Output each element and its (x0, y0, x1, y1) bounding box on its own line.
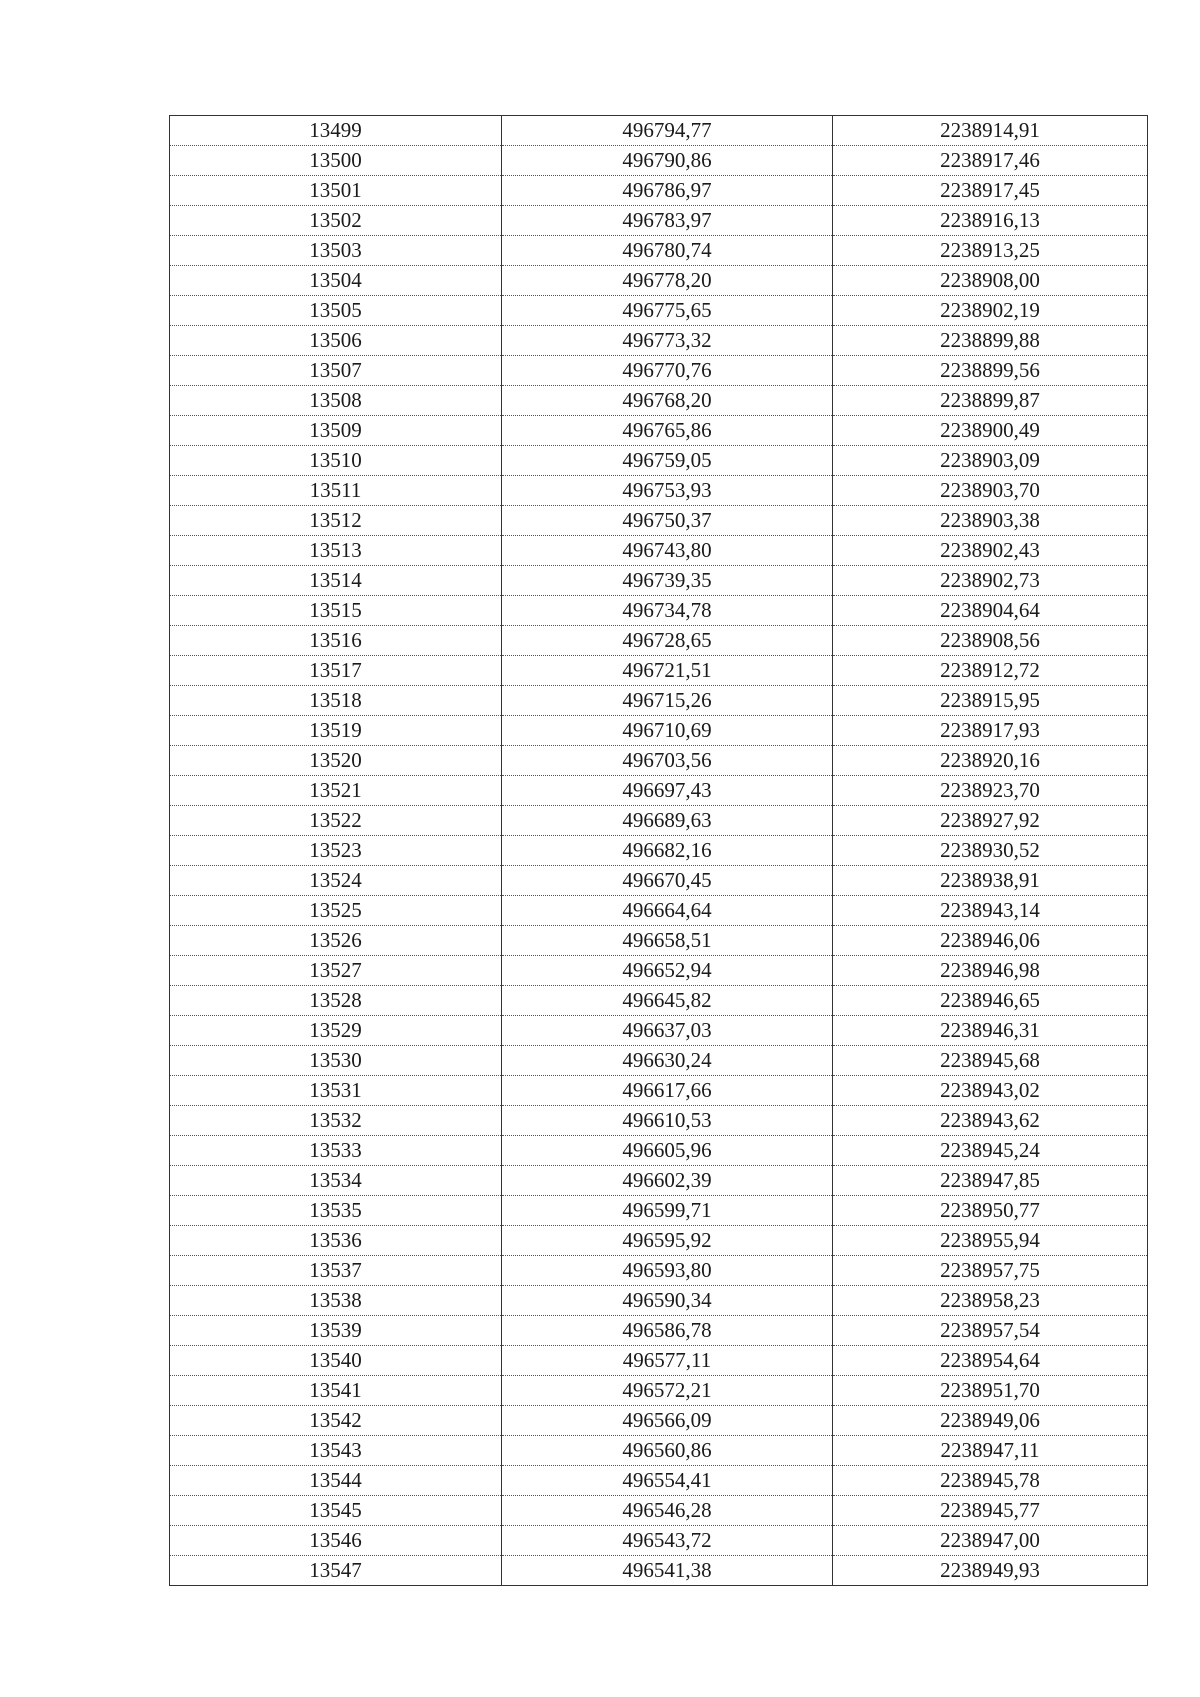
y-coordinate-cell: 2238902,73 (833, 566, 1148, 596)
table-row (170, 656, 1148, 686)
x-coordinate-cell: 496577,11 (502, 1346, 833, 1376)
y-coordinate-cell: 2238943,02 (833, 1076, 1148, 1106)
x-coordinate-cell: 496759,05 (502, 446, 833, 476)
table-row (170, 326, 1148, 356)
table-row (170, 1316, 1148, 1346)
table-row (170, 476, 1148, 506)
y-coordinate-cell: 2238916,13 (833, 206, 1148, 236)
x-coordinate-cell: 496546,28 (502, 1496, 833, 1526)
y-coordinate-cell: 2238912,72 (833, 656, 1148, 686)
point-number-cell: 13544 (170, 1466, 502, 1496)
y-coordinate-cell: 2238903,70 (833, 476, 1148, 506)
y-coordinate-cell: 2238920,16 (833, 746, 1148, 776)
point-number-cell: 13531 (170, 1076, 502, 1106)
table-row (170, 266, 1148, 296)
point-number-cell: 13519 (170, 716, 502, 746)
y-coordinate-cell: 2238902,43 (833, 536, 1148, 566)
x-coordinate-cell: 496599,71 (502, 1196, 833, 1226)
point-number-cell: 13541 (170, 1376, 502, 1406)
point-number-cell: 13514 (170, 566, 502, 596)
x-coordinate-cell: 496652,94 (502, 956, 833, 986)
table-row (170, 836, 1148, 866)
point-number-cell: 13546 (170, 1526, 502, 1556)
table-row (170, 146, 1148, 176)
y-coordinate-cell: 2238938,91 (833, 866, 1148, 896)
point-number-cell: 13513 (170, 536, 502, 566)
point-number-cell: 13504 (170, 266, 502, 296)
x-coordinate-cell: 496560,86 (502, 1436, 833, 1466)
y-coordinate-cell: 2238945,68 (833, 1046, 1148, 1076)
table-row (170, 446, 1148, 476)
table-row (170, 1256, 1148, 1286)
y-coordinate-cell: 2238917,45 (833, 176, 1148, 206)
x-coordinate-cell: 496703,56 (502, 746, 833, 776)
y-coordinate-cell: 2238915,95 (833, 686, 1148, 716)
y-coordinate-cell: 2238955,94 (833, 1226, 1148, 1256)
table-row (170, 1136, 1148, 1166)
point-number-cell: 13545 (170, 1496, 502, 1526)
coordinates-table-body (170, 116, 1148, 1586)
y-coordinate-cell: 2238946,06 (833, 926, 1148, 956)
x-coordinate-cell: 496602,39 (502, 1166, 833, 1196)
point-number-cell: 13501 (170, 176, 502, 206)
y-coordinate-cell: 2238914,91 (833, 116, 1148, 146)
y-coordinate-cell: 2238930,52 (833, 836, 1148, 866)
x-coordinate-cell: 496593,80 (502, 1256, 833, 1286)
point-number-cell: 13547 (170, 1556, 502, 1586)
table-row (170, 1526, 1148, 1556)
table-row (170, 1436, 1148, 1466)
x-coordinate-cell: 496595,92 (502, 1226, 833, 1256)
x-coordinate-cell: 496768,20 (502, 386, 833, 416)
x-coordinate-cell: 496645,82 (502, 986, 833, 1016)
y-coordinate-cell: 2238908,00 (833, 266, 1148, 296)
table-row (170, 986, 1148, 1016)
table-row (170, 1346, 1148, 1376)
y-coordinate-cell: 2238900,49 (833, 416, 1148, 446)
y-coordinate-cell: 2238947,11 (833, 1436, 1148, 1466)
point-number-cell: 13527 (170, 956, 502, 986)
y-coordinate-cell: 2238946,65 (833, 986, 1148, 1016)
y-coordinate-cell: 2238945,24 (833, 1136, 1148, 1166)
point-number-cell: 13500 (170, 146, 502, 176)
point-number-cell: 13524 (170, 866, 502, 896)
point-number-cell: 13532 (170, 1106, 502, 1136)
table-row (170, 776, 1148, 806)
y-coordinate-cell: 2238899,87 (833, 386, 1148, 416)
point-number-cell: 13517 (170, 656, 502, 686)
x-coordinate-cell: 496739,35 (502, 566, 833, 596)
x-coordinate-cell: 496753,93 (502, 476, 833, 506)
x-coordinate-cell: 496790,86 (502, 146, 833, 176)
table-row (170, 1406, 1148, 1436)
point-number-cell: 13515 (170, 596, 502, 626)
x-coordinate-cell: 496780,74 (502, 236, 833, 266)
table-row (170, 1556, 1148, 1586)
point-number-cell: 13507 (170, 356, 502, 386)
y-coordinate-cell: 2238903,09 (833, 446, 1148, 476)
table-row (170, 386, 1148, 416)
x-coordinate-cell: 496728,65 (502, 626, 833, 656)
point-number-cell: 13536 (170, 1226, 502, 1256)
point-number-cell: 13525 (170, 896, 502, 926)
y-coordinate-cell: 2238946,31 (833, 1016, 1148, 1046)
x-coordinate-cell: 496554,41 (502, 1466, 833, 1496)
y-coordinate-cell: 2238945,77 (833, 1496, 1148, 1526)
table-row (170, 1106, 1148, 1136)
x-coordinate-cell: 496778,20 (502, 266, 833, 296)
point-number-cell: 13530 (170, 1046, 502, 1076)
point-number-cell: 13526 (170, 926, 502, 956)
y-coordinate-cell: 2238902,19 (833, 296, 1148, 326)
y-coordinate-cell: 2238950,77 (833, 1196, 1148, 1226)
table-row (170, 206, 1148, 236)
point-number-cell: 13528 (170, 986, 502, 1016)
y-coordinate-cell: 2238951,70 (833, 1376, 1148, 1406)
table-row (170, 356, 1148, 386)
table-row (170, 116, 1148, 146)
table-row (170, 1466, 1148, 1496)
point-number-cell: 13537 (170, 1256, 502, 1286)
point-number-cell: 13516 (170, 626, 502, 656)
point-number-cell: 13543 (170, 1436, 502, 1466)
point-number-cell: 13503 (170, 236, 502, 266)
y-coordinate-cell: 2238957,75 (833, 1256, 1148, 1286)
x-coordinate-cell: 496765,86 (502, 416, 833, 446)
x-coordinate-cell: 496773,32 (502, 326, 833, 356)
y-coordinate-cell: 2238954,64 (833, 1346, 1148, 1376)
point-number-cell: 13512 (170, 506, 502, 536)
x-coordinate-cell: 496721,51 (502, 656, 833, 686)
y-coordinate-cell: 2238917,46 (833, 146, 1148, 176)
point-number-cell: 13511 (170, 476, 502, 506)
y-coordinate-cell: 2238957,54 (833, 1316, 1148, 1346)
y-coordinate-cell: 2238923,70 (833, 776, 1148, 806)
table-row (170, 596, 1148, 626)
point-number-cell: 13505 (170, 296, 502, 326)
point-number-cell: 13520 (170, 746, 502, 776)
y-coordinate-cell: 2238903,38 (833, 506, 1148, 536)
point-number-cell: 13508 (170, 386, 502, 416)
table-row (170, 866, 1148, 896)
y-coordinate-cell: 2238943,62 (833, 1106, 1148, 1136)
x-coordinate-cell: 496586,78 (502, 1316, 833, 1346)
x-coordinate-cell: 496689,63 (502, 806, 833, 836)
y-coordinate-cell: 2238947,85 (833, 1166, 1148, 1196)
x-coordinate-cell: 496541,38 (502, 1556, 833, 1586)
x-coordinate-cell: 496682,16 (502, 836, 833, 866)
x-coordinate-cell: 496786,97 (502, 176, 833, 206)
table-row (170, 1496, 1148, 1526)
table-row (170, 716, 1148, 746)
table-row (170, 686, 1148, 716)
x-coordinate-cell: 496664,64 (502, 896, 833, 926)
point-number-cell: 13499 (170, 116, 502, 146)
table-row (170, 176, 1148, 206)
x-coordinate-cell: 496605,96 (502, 1136, 833, 1166)
y-coordinate-cell: 2238943,14 (833, 896, 1148, 926)
point-number-cell: 13522 (170, 806, 502, 836)
point-number-cell: 13521 (170, 776, 502, 806)
x-coordinate-cell: 496617,66 (502, 1076, 833, 1106)
point-number-cell: 13538 (170, 1286, 502, 1316)
point-number-cell: 13542 (170, 1406, 502, 1436)
x-coordinate-cell: 496572,21 (502, 1376, 833, 1406)
x-coordinate-cell: 496734,78 (502, 596, 833, 626)
coordinates-table (169, 115, 1148, 1586)
table-row (170, 926, 1148, 956)
point-number-cell: 13510 (170, 446, 502, 476)
x-coordinate-cell: 496794,77 (502, 116, 833, 146)
x-coordinate-cell: 496783,97 (502, 206, 833, 236)
y-coordinate-cell: 2238949,06 (833, 1406, 1148, 1436)
table-row (170, 1196, 1148, 1226)
table-row (170, 1286, 1148, 1316)
table-row (170, 296, 1148, 326)
table-row (170, 236, 1148, 266)
y-coordinate-cell: 2238899,56 (833, 356, 1148, 386)
point-number-cell: 13535 (170, 1196, 502, 1226)
y-coordinate-cell: 2238917,93 (833, 716, 1148, 746)
x-coordinate-cell: 496697,43 (502, 776, 833, 806)
x-coordinate-cell: 496670,45 (502, 866, 833, 896)
point-number-cell: 13539 (170, 1316, 502, 1346)
point-number-cell: 13540 (170, 1346, 502, 1376)
y-coordinate-cell: 2238949,93 (833, 1556, 1148, 1586)
y-coordinate-cell: 2238947,00 (833, 1526, 1148, 1556)
y-coordinate-cell: 2238958,23 (833, 1286, 1148, 1316)
x-coordinate-cell: 496566,09 (502, 1406, 833, 1436)
table-row (170, 506, 1148, 536)
table-row (170, 1076, 1148, 1106)
point-number-cell: 13509 (170, 416, 502, 446)
x-coordinate-cell: 496630,24 (502, 1046, 833, 1076)
table-row (170, 1016, 1148, 1046)
y-coordinate-cell: 2238904,64 (833, 596, 1148, 626)
y-coordinate-cell: 2238899,88 (833, 326, 1148, 356)
x-coordinate-cell: 496658,51 (502, 926, 833, 956)
y-coordinate-cell: 2238946,98 (833, 956, 1148, 986)
x-coordinate-cell: 496543,72 (502, 1526, 833, 1556)
x-coordinate-cell: 496590,34 (502, 1286, 833, 1316)
y-coordinate-cell: 2238945,78 (833, 1466, 1148, 1496)
x-coordinate-cell: 496770,76 (502, 356, 833, 386)
point-number-cell: 13529 (170, 1016, 502, 1046)
table-row (170, 626, 1148, 656)
point-number-cell: 13518 (170, 686, 502, 716)
point-number-cell: 13502 (170, 206, 502, 236)
table-row (170, 416, 1148, 446)
x-coordinate-cell: 496775,65 (502, 296, 833, 326)
point-number-cell: 13523 (170, 836, 502, 866)
y-coordinate-cell: 2238913,25 (833, 236, 1148, 266)
table-row (170, 1376, 1148, 1406)
point-number-cell: 13506 (170, 326, 502, 356)
table-row (170, 956, 1148, 986)
x-coordinate-cell: 496750,37 (502, 506, 833, 536)
table-row (170, 746, 1148, 776)
table-row (170, 1046, 1148, 1076)
table-row (170, 1166, 1148, 1196)
y-coordinate-cell: 2238927,92 (833, 806, 1148, 836)
x-coordinate-cell: 496637,03 (502, 1016, 833, 1046)
table-row (170, 566, 1148, 596)
table-row (170, 806, 1148, 836)
table-row (170, 1226, 1148, 1256)
point-number-cell: 13534 (170, 1166, 502, 1196)
x-coordinate-cell: 496743,80 (502, 536, 833, 566)
table-row (170, 896, 1148, 926)
x-coordinate-cell: 496710,69 (502, 716, 833, 746)
x-coordinate-cell: 496715,26 (502, 686, 833, 716)
point-number-cell: 13533 (170, 1136, 502, 1166)
x-coordinate-cell: 496610,53 (502, 1106, 833, 1136)
y-coordinate-cell: 2238908,56 (833, 626, 1148, 656)
table-row (170, 536, 1148, 566)
